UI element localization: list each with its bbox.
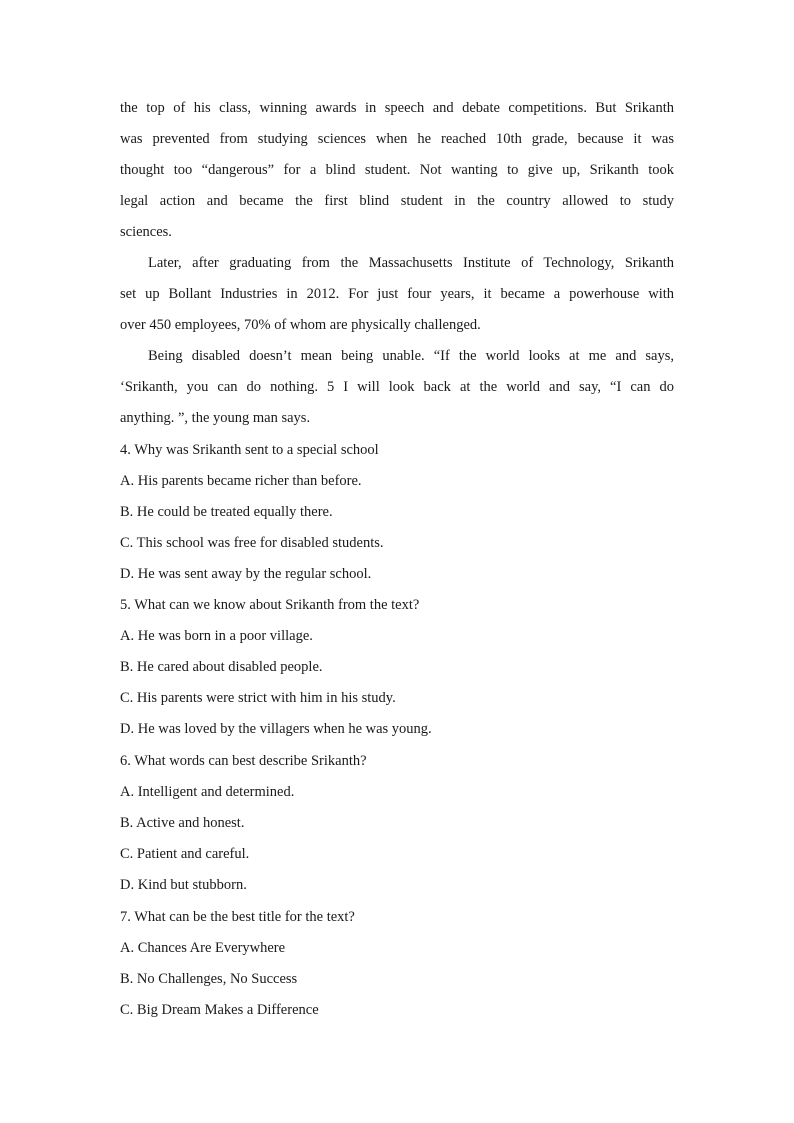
question-5-stem: 5. What can we know about Srikanth from the text?: [120, 597, 420, 613]
question-7-option-b: B. No Challenges, No Success: [120, 971, 298, 987]
question-7-option-c: C. Big Dream Makes a Difference: [120, 1002, 319, 1018]
question-4-stem: 4. Why was Srikanth sent to a special school: [120, 442, 379, 458]
paragraph-1-line-4: legal action and became the first blind student in the country allowed to study: [120, 193, 674, 209]
paragraph-2-line-2: set up Bollant Industries in 2012. For just four years, it became a powerhouse with: [120, 286, 674, 302]
question-7-option-a: A. Chances Are Everywhere: [120, 940, 286, 956]
question-4-option-d: D. He was sent away by the regular school.: [120, 566, 372, 582]
question-4-option-a: A. His parents became richer than before.: [120, 473, 362, 489]
question-5-option-c: C. His parents were strict with him in his study.: [120, 690, 396, 706]
question-5-option-d: D. He was loved by the villagers when he was young.: [120, 721, 432, 737]
paragraph-2-line-3: over 450 employees, 70% of whom are physically challenged.: [120, 317, 481, 333]
question-4-option-c: C. This school was free for disabled students.: [120, 535, 384, 551]
paragraph-3-line-3: anything. ”, the young man says.: [120, 410, 311, 426]
paragraph-3-line-2: ‘Srikanth, you can do nothing. 5 I will look back at the world and say, “I can do: [120, 379, 674, 395]
question-6-stem: 6. What words can best describe Srikanth?: [120, 753, 367, 769]
question-6-option-a: A. Intelligent and determined.: [120, 784, 295, 800]
question-4-option-b: B. He could be treated equally there.: [120, 504, 333, 520]
paragraph-1-line-1: the top of his class, winning awards in speech and debate competitions. But Srikanth: [120, 100, 674, 116]
question-5-option-a: A. He was born in a poor village.: [120, 628, 313, 644]
question-6-option-c: C. Patient and careful.: [120, 846, 250, 862]
paragraph-1-line-2: was prevented from studying sciences when he reached 10th grade, because it was: [120, 131, 674, 147]
paragraph-1-line-5: sciences.: [120, 224, 172, 240]
question-7-stem: 7. What can be the best title for the text?: [120, 909, 355, 925]
question-5-option-b: B. He cared about disabled people.: [120, 659, 323, 675]
question-6-option-b: B. Active and honest.: [120, 815, 245, 831]
question-6-option-d: D. Kind but stubborn.: [120, 877, 247, 893]
paragraph-2-line-1: Later, after graduating from the Massachusetts Institute of Technology, Srikanth: [148, 255, 674, 271]
paragraph-3-line-1: Being disabled doesn’t mean being unable. “If the world looks at me and says,: [148, 348, 674, 364]
paragraph-1-line-3: thought too “dangerous” for a blind student. Not wanting to give up, Srikanth took: [120, 162, 674, 178]
